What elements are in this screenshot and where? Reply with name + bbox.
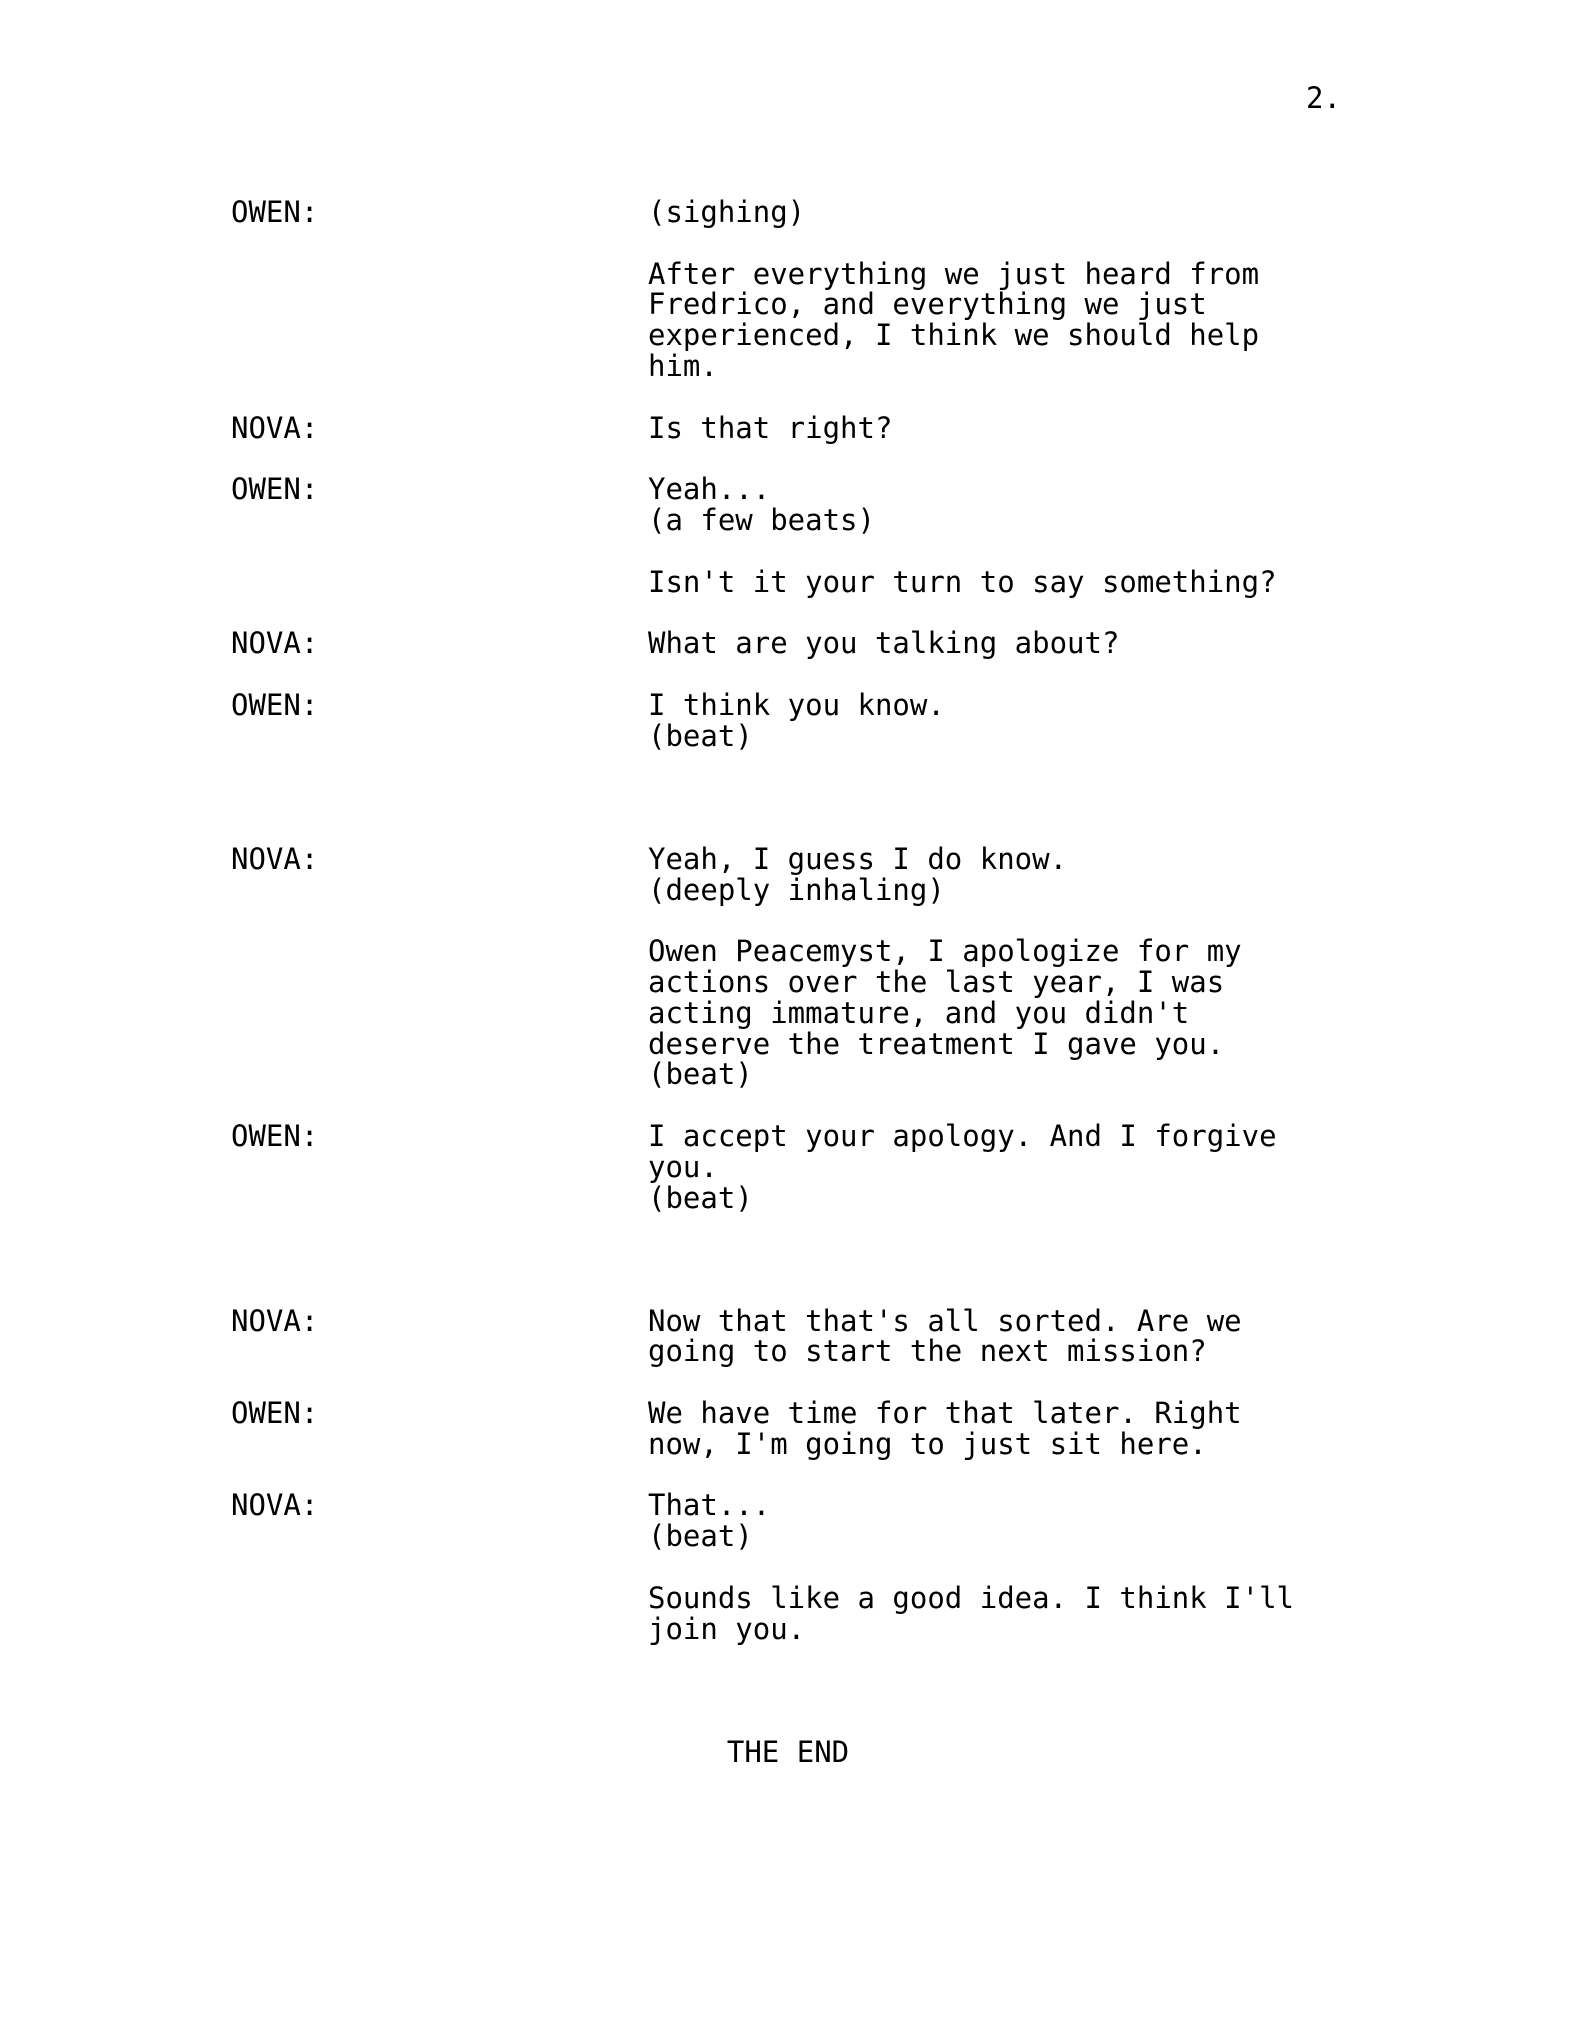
dialogue-line: I accept your apology. And I forgive xyxy=(648,1118,1277,1153)
dialogue-line: him. xyxy=(648,348,718,383)
dialogue-block xyxy=(231,687,1576,753)
dialogue-line: join you. xyxy=(648,1611,806,1646)
dialogue-line xyxy=(648,905,1576,936)
character-name: OWEN: xyxy=(231,472,319,507)
dialogue-line: actions over the last year, I was xyxy=(648,964,1225,999)
dialogue-line xyxy=(648,1552,1576,1583)
dialogue-line: After everything we just heard from xyxy=(648,256,1260,291)
dialogue-block xyxy=(231,841,1576,1092)
dialogue-line: I think you know. xyxy=(648,687,945,722)
dialogue-line: Is that right? xyxy=(648,410,893,445)
dialogue-line: Owen Peacemyst, I apologize for my xyxy=(648,934,1242,969)
dialogue-line: Now that that's all sorted. Are we xyxy=(648,1303,1242,1338)
dialogue-line: (beat) xyxy=(648,1057,753,1092)
dialogue-line: going to start the next mission? xyxy=(648,1334,1207,1369)
the-end-title: THE END xyxy=(726,1734,850,1769)
dialogue-block xyxy=(231,410,1576,445)
character-name: OWEN: xyxy=(231,1118,319,1153)
character-name: NOVA: xyxy=(231,1488,319,1523)
dialogue-lines xyxy=(648,1398,1576,1460)
dialogue-lines xyxy=(648,410,1576,445)
script-body xyxy=(231,197,1576,1768)
dialogue-lines xyxy=(648,474,1576,597)
dialogue-block xyxy=(231,1490,1576,1644)
character-name: NOVA: xyxy=(231,841,319,876)
dialogue-block xyxy=(231,197,1576,382)
dialogue-line: deserve the treatment I gave you. xyxy=(648,1026,1225,1061)
dialogue-line xyxy=(648,536,1576,567)
character-name: OWEN: xyxy=(231,1396,319,1431)
dialogue-block xyxy=(231,628,1576,659)
page-number: 2. xyxy=(1306,81,1341,115)
dialogue-line: Fredrico, and everything we just xyxy=(648,287,1207,322)
character-name: NOVA: xyxy=(231,1303,319,1338)
dialogue-block xyxy=(231,1303,1576,1369)
dialogue-lines xyxy=(648,1303,1576,1369)
dialogue-block xyxy=(231,474,1576,597)
dialogue-lines xyxy=(648,841,1576,1092)
dialogue-line: Sounds like a good idea. I think I'll xyxy=(648,1580,1295,1615)
dialogue-line: (beat) xyxy=(648,1180,753,1215)
dialogue-line: We have time for that later. Right xyxy=(648,1396,1242,1431)
dialogue-line: you. xyxy=(648,1149,718,1184)
dialogue-lines xyxy=(648,1490,1576,1644)
dialogue-line: (beat) xyxy=(648,1519,753,1554)
dialogue-lines xyxy=(648,1118,1576,1215)
dialogue-line: experienced, I think we should help xyxy=(648,318,1260,353)
dialogue-line: That... xyxy=(648,1488,771,1523)
dialogue-line: Isn't it your turn to say something? xyxy=(648,564,1277,599)
dialogue-lines xyxy=(648,687,1576,753)
dialogue-blocks xyxy=(231,197,1576,1644)
dialogue-line: (sighing) xyxy=(648,195,806,229)
dialogue-line: (deeply inhaling) xyxy=(648,872,945,907)
character-name: OWEN: xyxy=(231,195,319,229)
character-name: OWEN: xyxy=(231,687,319,722)
dialogue-block xyxy=(231,1398,1576,1460)
dialogue-line: What are you talking about? xyxy=(648,626,1120,661)
dialogue-line xyxy=(648,228,1576,259)
dialogue-line: (beat) xyxy=(648,718,753,753)
dialogue-line: (a few beats) xyxy=(648,502,875,537)
dialogue-lines xyxy=(648,197,1576,382)
dialogue-block xyxy=(231,1118,1576,1215)
dialogue-line: acting immature, and you didn't xyxy=(648,995,1190,1030)
dialogue-lines xyxy=(648,628,1576,659)
dialogue-line: Yeah... xyxy=(648,472,771,507)
dialogue-line: Yeah, I guess I do know. xyxy=(648,841,1068,876)
character-name: NOVA: xyxy=(231,626,319,661)
dialogue-line: now, I'm going to just sit here. xyxy=(648,1426,1207,1461)
character-name: NOVA: xyxy=(231,410,319,445)
